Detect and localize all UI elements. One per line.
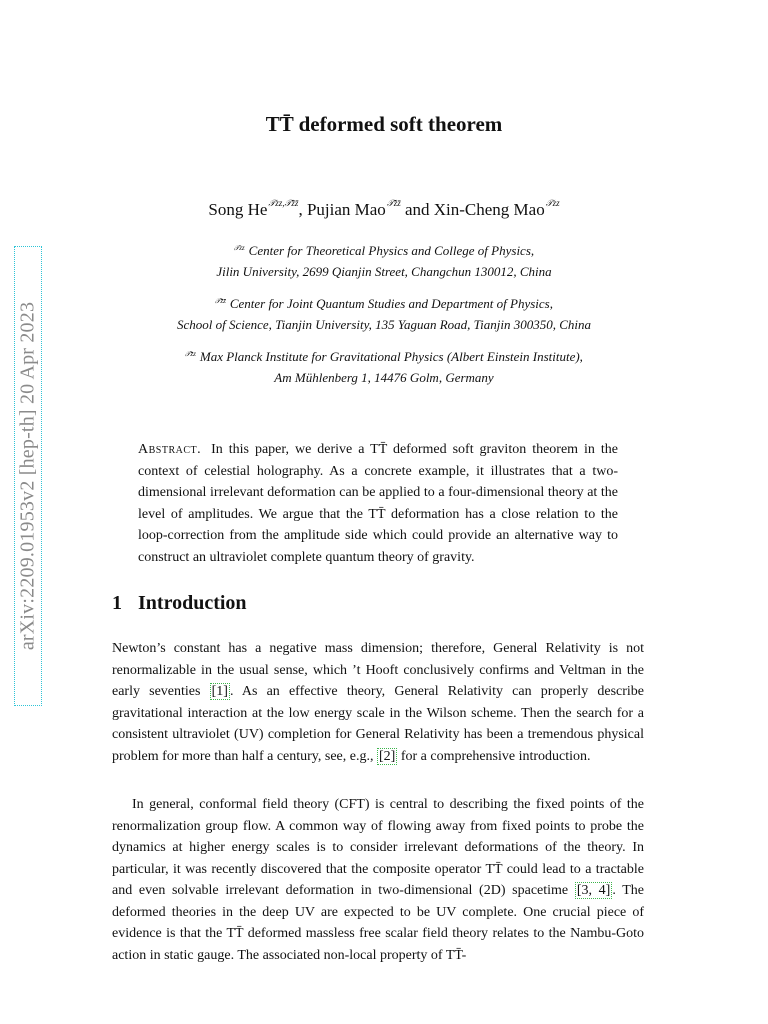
affiliation-mark: 𝒯z̄z̄: [215, 297, 226, 305]
author-list: [0, 198, 768, 220]
affiliation-line: School of Science, Tianjin University, 135 Yaguan Road, Tianjin 300350, China: [176, 317, 592, 332]
affiliation: [0, 344, 768, 388]
abstract-text: In this paper, we derive a TT̄ deformed soft graviton theorem in the context of celestial holography. As a concrete example, it illustrates that a two-dimensional irrelevant deformation can be applied to a four-dimensional theory at the level of amplitudes. We argue that the TT̄ deformation has a close relation to the loop-correction from the amplitude side which could provide an alternative way to construct an ultraviolet complete quantum theory of gravity.: [138, 442, 618, 565]
abstract: [138, 439, 618, 568]
author-affil-mark: 𝒯zz,𝒯z̄z̄: [268, 198, 299, 208]
affiliation-mark: 𝒯zz: [233, 244, 245, 252]
paragraph-text: Newton’s constant has a negative mass dimension; therefore, General Relativity is not renormalizable in the usual sense, which ’t Hooft conclusively confirms and Veltman in the early seventies: [112, 641, 644, 699]
paragraph-text: . The deformed theories in the deep UV are expected to be UV complete. One crucial piece of evidence is that the TT̄ deformed massless free scalar field theory relates to the Nambu-Goto action in static gauge. The associated non-local property of TT̄-: [112, 883, 644, 963]
affiliation: [0, 291, 768, 335]
author-name: Song He: [208, 200, 268, 219]
author-name: , Pujian Mao: [298, 200, 386, 219]
paragraph-text: for a comprehensive introduction.: [397, 748, 591, 764]
paragraph: [112, 638, 644, 767]
affiliation-mark: 𝒯z̄z: [185, 350, 196, 358]
arxiv-stamp-text: arXiv:2209.01953v2 [hep-th] 20 Apr 2023: [16, 301, 39, 651]
paragraph-text: In general, conformal field theory (CFT) is central to describing the fixed points of the renormalization group flow. A common way of flowing away from fixed points to probe the dynamics at higher energy scales is to consider irrelevant deformations of the theory. In particular, it was recently discovered that the composite operator TT̄ could lead to a tractable and even solvable irrelevant deformation in two-dimensional (2D) spacetime: [112, 797, 644, 898]
affiliation-line: Am Mühlenberg 1, 14476 Golm, Germany: [274, 370, 494, 385]
paper-title: TT̄ deformed soft theorem: [265, 112, 503, 136]
affiliation-line: Max Planck Institute for Gravitational Physics (Albert Einstein Institute),: [199, 349, 583, 364]
paragraph: [112, 794, 644, 966]
affiliation-line: Jilin University, 2699 Qianjin Street, Changchun 130012, China: [216, 264, 552, 279]
author-name: and Xin-Cheng Mao: [400, 200, 545, 219]
citation-link[interactable]: [3, 4]: [576, 883, 611, 898]
section-heading: [112, 592, 247, 615]
section-title: Introduction: [138, 592, 247, 614]
affiliation-line: Center for Joint Quantum Studies and Department of Physics,: [229, 296, 553, 311]
abstract-label: Abstract.: [138, 442, 202, 457]
affiliation: [0, 238, 768, 282]
section-number: 1: [112, 592, 122, 614]
paragraph-text: . As an effective theory, General Relativity can properly describe gravitational interaction at the low energy scale in the Wilson scheme. Then the search for a consistent ultraviolet (UV) completion for General Relativity has been a tremendous physical problem for more than half a century, see, e.g.,: [112, 684, 645, 764]
citation-link[interactable]: [1]: [211, 684, 228, 699]
affiliation-line: Center for Theoretical Physics and College of Physics,: [248, 243, 535, 258]
author-affil-mark: 𝒯z̄z̄: [386, 198, 401, 208]
author-affil-mark: 𝒯zz: [545, 198, 560, 208]
citation-link[interactable]: [2]: [379, 748, 396, 764]
